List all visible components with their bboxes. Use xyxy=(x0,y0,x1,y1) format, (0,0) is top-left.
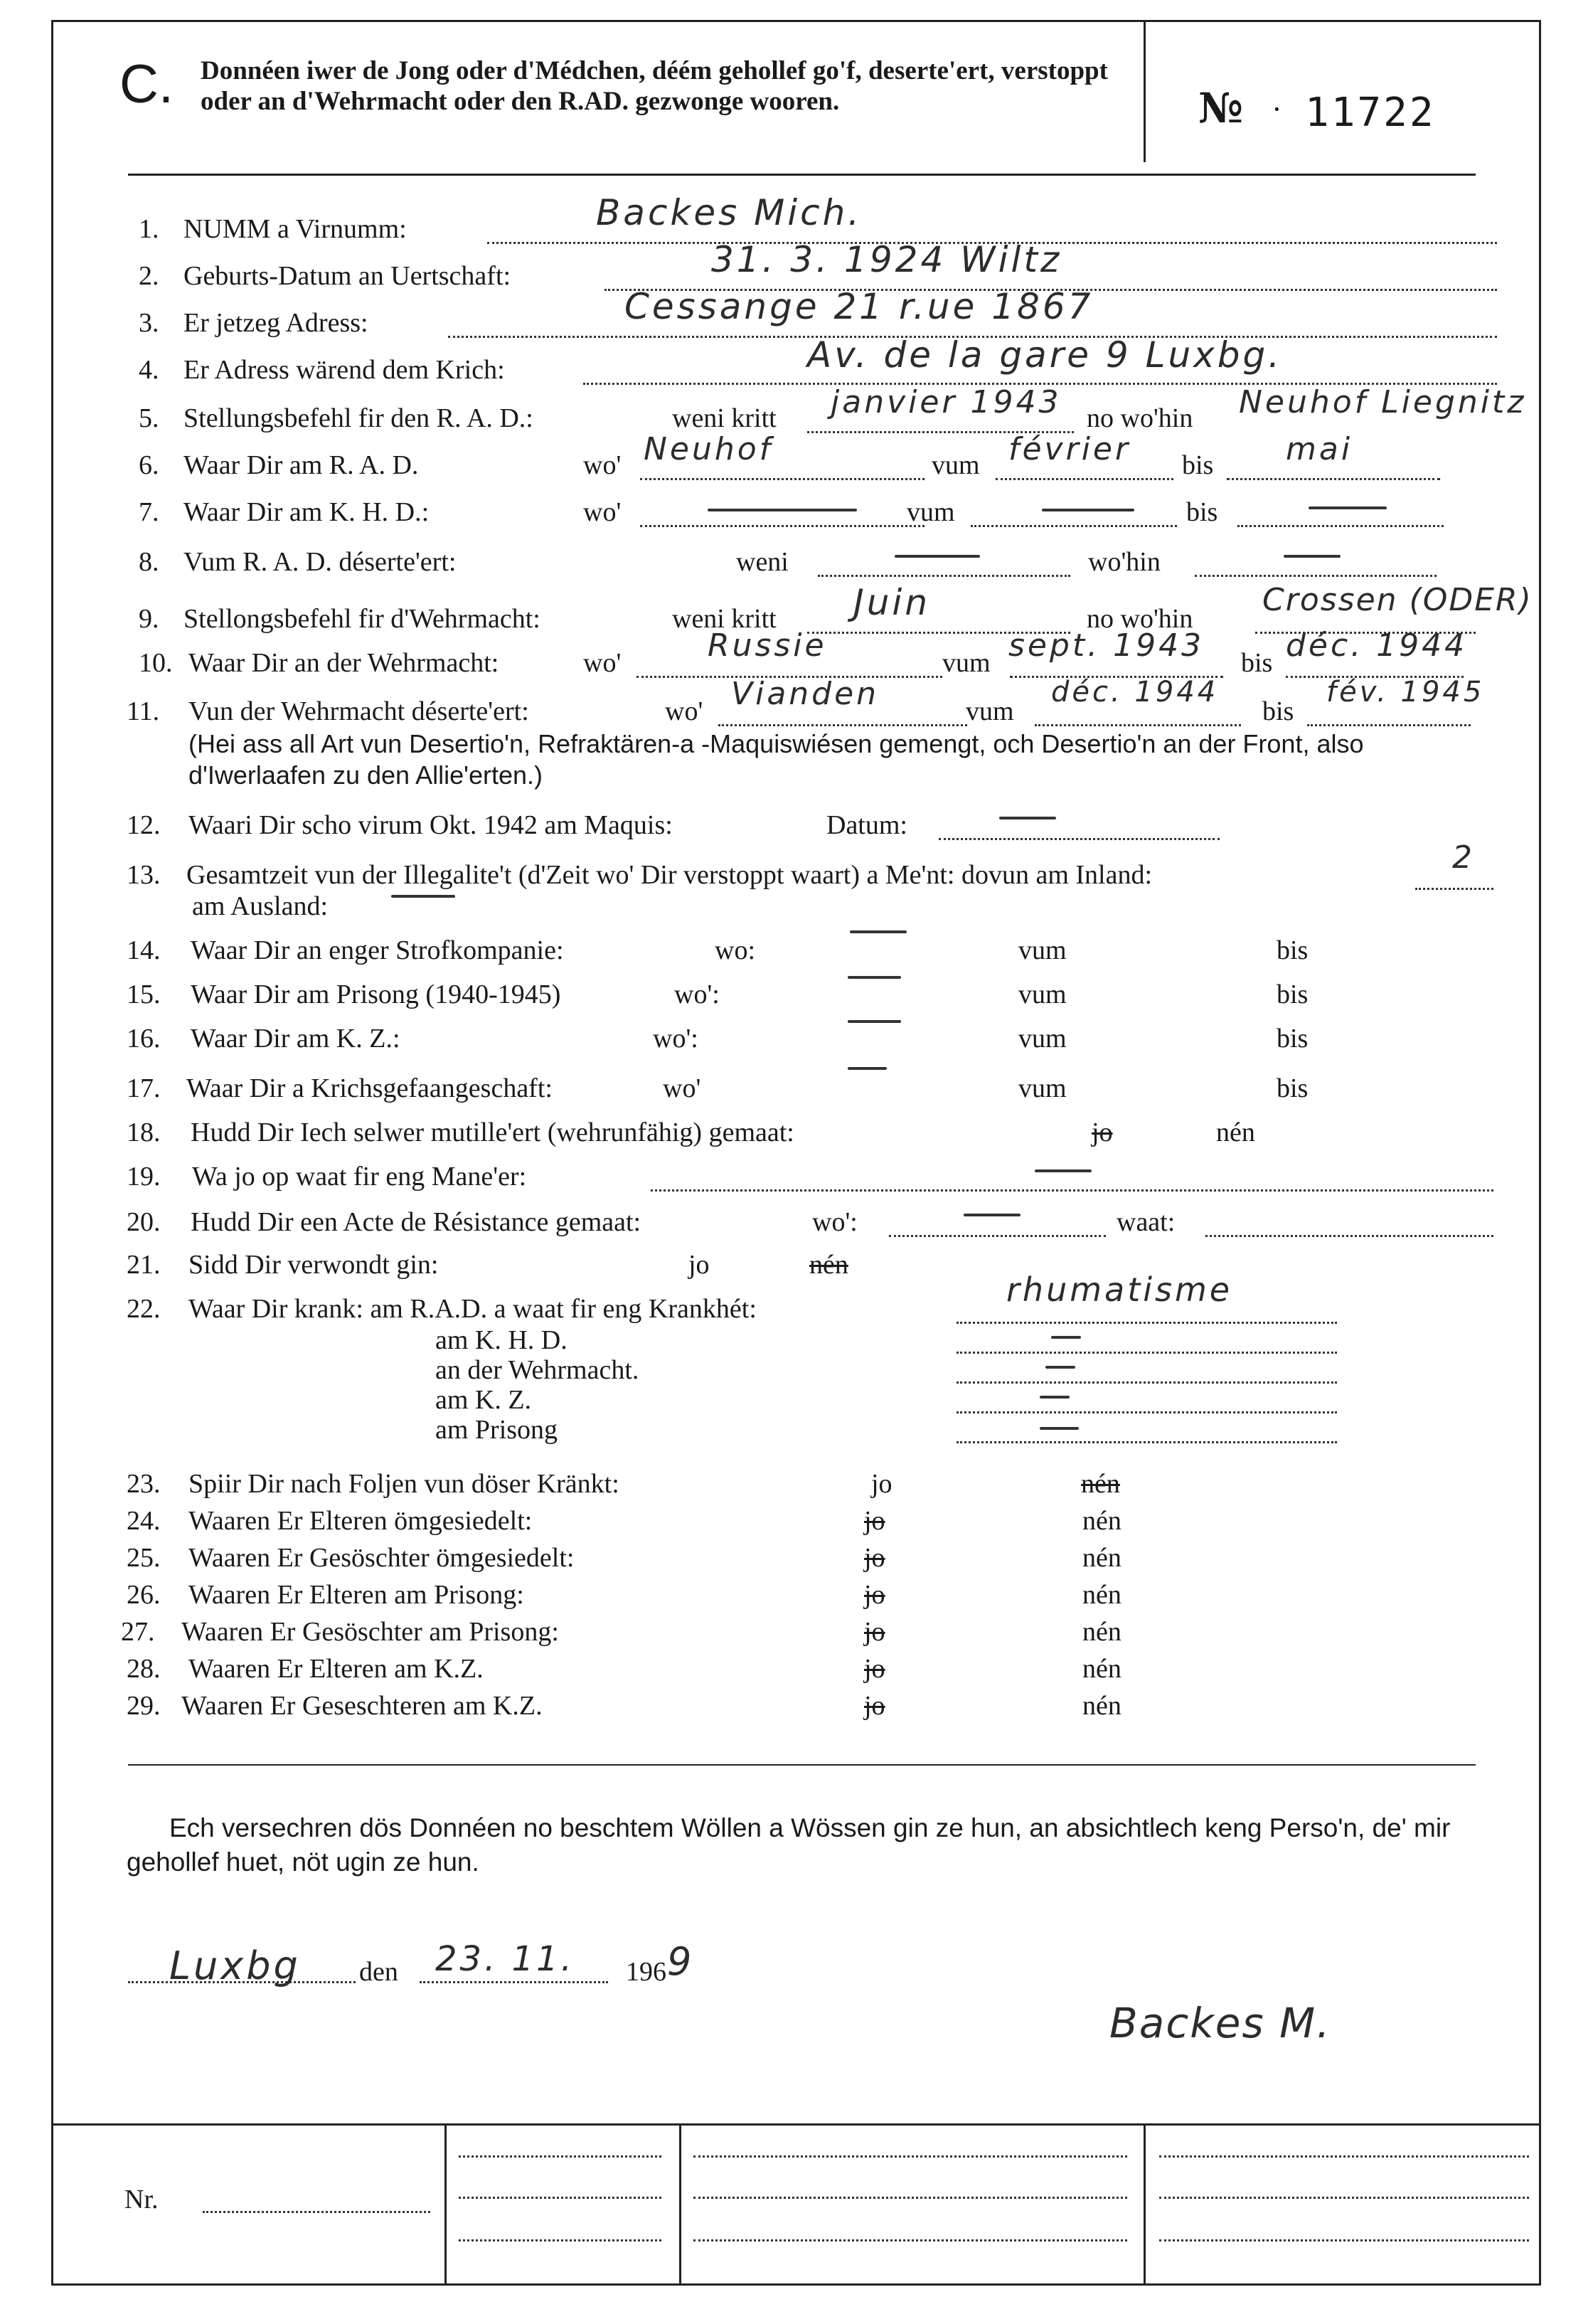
item-number: 13. xyxy=(127,860,161,890)
label-waat: waat: xyxy=(1117,1207,1176,1237)
label-weni-kritt: weni kritt xyxy=(672,604,777,634)
field-value-birth: 31. 3. 1924 Wiltz xyxy=(711,239,1062,280)
option-yes: jo xyxy=(871,1469,893,1499)
label-datum: Datum: xyxy=(826,810,907,840)
signature-date: 23. 11. xyxy=(435,1939,575,1979)
item-number: 17. xyxy=(127,1073,161,1103)
sub-label-kz: am K. Z. xyxy=(435,1385,532,1415)
sub-label-khd: am K. H. D. xyxy=(435,1325,568,1355)
empty-dash xyxy=(708,509,857,511)
item-number: 14. xyxy=(127,935,161,965)
field-value-wehrmacht-from: sept. 1943 xyxy=(1008,627,1205,664)
field-line xyxy=(996,478,1173,480)
field-line xyxy=(1227,478,1440,480)
footer-col-1 xyxy=(444,2123,447,2286)
empty-dash xyxy=(964,1214,1021,1216)
label-bis: bis xyxy=(1186,497,1218,527)
field-value-desert-where: Vianden xyxy=(731,676,880,712)
item-number: 29. xyxy=(127,1691,161,1721)
label-wo: wo' xyxy=(583,450,622,480)
option-no: nén xyxy=(1082,1543,1122,1573)
label-bis: bis xyxy=(1277,980,1309,1009)
field-value-inland-months: 2 xyxy=(1452,839,1475,876)
field-label-wounded: Sidd Dir verwondt gin: xyxy=(188,1250,439,1280)
field-line xyxy=(1195,575,1437,577)
field-label-illegality: Gesamtzeit vun der Illegalite't (d'Zeit wo' Dir verstoppt waart) a Me'nt: dovun am Inland: xyxy=(186,860,1153,890)
sub-label-prison: am Prisong xyxy=(435,1415,558,1445)
field-value-wehrmacht-to: déc. 1944 xyxy=(1286,627,1468,664)
footer-col-3 xyxy=(1144,2123,1146,2286)
footer-line xyxy=(459,2155,661,2158)
item-number: 2. xyxy=(139,261,159,291)
option-no: nén xyxy=(1082,1691,1122,1721)
label-vum: vum xyxy=(966,696,1014,726)
field-label-rad: Waar Dir am R. A. D. xyxy=(183,450,419,480)
section-letter: C. xyxy=(119,54,174,115)
item-number: 1. xyxy=(139,214,159,244)
signature: Backes M. xyxy=(1109,1999,1331,2047)
item-number: 9. xyxy=(139,604,159,634)
item-number: 20. xyxy=(127,1207,161,1237)
label-vum: vum xyxy=(942,648,991,678)
header-divider xyxy=(1144,20,1146,162)
item-number: 27. xyxy=(121,1617,155,1647)
empty-dash xyxy=(848,1067,887,1070)
field-line xyxy=(957,1381,1337,1384)
field-line xyxy=(640,478,925,480)
field-label-wehrmacht: Waar Dir an der Wehrmacht: xyxy=(188,648,499,678)
field-line xyxy=(651,1189,1493,1192)
item-number: 15. xyxy=(127,980,161,1009)
field-label-abroad: am Ausland: xyxy=(192,891,329,921)
field-line xyxy=(1205,1235,1493,1237)
item-number: 10. xyxy=(139,648,173,678)
date-line xyxy=(420,1981,608,1983)
field-label-mutilated: Hudd Dir Iech selwer mutille'ert (wehrunfähig) gemaat: xyxy=(191,1118,794,1147)
label-wo: wo': xyxy=(674,980,720,1009)
field-value-war-address: Av. de la gare 9 Luxbg. xyxy=(807,334,1283,376)
field-label-war-address: Er Adress wärend dem Krich: xyxy=(183,355,505,385)
field-label-parents-prison: Waaren Er Elteren am Prisong: xyxy=(188,1580,524,1610)
label-wo: wo': xyxy=(653,1024,698,1054)
field-value-rad-order-dest: Neuhof Liegnitz xyxy=(1239,384,1527,420)
empty-dash xyxy=(1309,506,1387,509)
label-wo: wo' xyxy=(665,696,703,726)
empty-dash xyxy=(895,555,980,558)
field-label-manner: Wa jo op waat fir eng Mane'er: xyxy=(192,1162,527,1192)
label-bis: bis xyxy=(1182,450,1214,480)
label-vum: vum xyxy=(932,450,980,480)
footer-nr-line xyxy=(203,2211,430,2213)
label-wo: wo' xyxy=(663,1073,701,1103)
label-bis: bis xyxy=(1262,696,1294,726)
field-label-siblings-kz: Waaren Er Geseschteren am K.Z. xyxy=(181,1691,543,1721)
field-line xyxy=(957,1322,1337,1324)
label-wo: wo': xyxy=(812,1207,858,1237)
field-value-rad-where: Neuhof xyxy=(644,431,774,467)
field-label-address: Er jetzeg Adress: xyxy=(183,308,368,338)
option-no: nén xyxy=(1082,1654,1122,1684)
field-line xyxy=(939,838,1220,840)
option-yes: jo xyxy=(688,1250,710,1280)
label-vum: vum xyxy=(1018,1024,1067,1054)
label-wo: wo: xyxy=(715,935,755,965)
footer-line xyxy=(1159,2239,1529,2241)
field-line xyxy=(718,724,967,726)
field-label-penal: Waar Dir an enger Strofkompanie: xyxy=(191,935,564,965)
field-label-siblings-resettled: Waaren Er Gesöschter ömgesiedelt: xyxy=(188,1543,575,1573)
option-yes: jo xyxy=(864,1654,885,1684)
field-label-kz: Waar Dir am K. Z.: xyxy=(191,1024,400,1054)
field-value-rad-from: février xyxy=(1008,431,1131,467)
field-line xyxy=(957,1352,1337,1354)
empty-dash xyxy=(1040,1396,1070,1399)
field-label-wehrmacht-order: Stellongsbefehl fir d'Wehrmacht: xyxy=(183,604,540,634)
footer-col-2 xyxy=(679,2123,681,2286)
label-wo: wo' xyxy=(583,648,622,678)
empty-dash xyxy=(1284,555,1341,558)
option-no: nén xyxy=(809,1250,848,1280)
declaration-text: Ech versechren dös Donnéen no beschtem Wöllen a Wössen gin ze hun, an absichtlech keng Perso'n, de' mir gehollef huet, nöt ugin ze hun. xyxy=(127,1813,1451,1877)
item-number: 3. xyxy=(139,308,159,338)
form-number: 11722 xyxy=(1305,90,1436,136)
item-number: 24. xyxy=(127,1506,161,1536)
sub-label-wehrmacht: an der Wehrmacht. xyxy=(435,1355,639,1385)
empty-dash xyxy=(1042,509,1134,511)
label-bis: bis xyxy=(1241,648,1273,678)
item-number: 4. xyxy=(139,355,159,385)
option-no: nén xyxy=(1082,1506,1122,1536)
item-number: 26. xyxy=(127,1580,161,1610)
option-yes: jo xyxy=(1092,1118,1113,1147)
label-den: den xyxy=(359,1957,398,1987)
field-label-resistance: Hudd Dir een Acte de Résistance gemaat: xyxy=(191,1207,641,1237)
header-rule xyxy=(128,174,1476,176)
empty-dash xyxy=(848,1020,901,1023)
item-number: 25. xyxy=(127,1543,161,1573)
field-line xyxy=(957,1411,1337,1413)
field-value-illness: rhumatisme xyxy=(1006,1270,1233,1309)
item-number: 22. xyxy=(127,1294,161,1324)
item-number: 18. xyxy=(127,1118,161,1147)
field-label-name: NUMM a Virnumm: xyxy=(183,214,407,244)
label-bis: bis xyxy=(1277,1073,1309,1103)
item-number: 6. xyxy=(139,450,159,480)
field-value-name: Backes Mich. xyxy=(596,192,863,233)
label-weni-kritt: weni kritt xyxy=(672,403,777,433)
field-value-desert-to: fév. 1945 xyxy=(1326,676,1485,709)
option-no: nén xyxy=(1216,1118,1255,1147)
field-label-rad-desert: Vum R. A. D. déserte'ert: xyxy=(183,547,457,577)
label-vum: vum xyxy=(1018,1073,1067,1103)
empty-dash xyxy=(1035,1169,1092,1172)
footer-line xyxy=(693,2239,1127,2241)
item-number: 19. xyxy=(127,1162,161,1192)
field-line xyxy=(957,1441,1337,1443)
option-yes: jo xyxy=(864,1691,885,1721)
field-line xyxy=(1035,724,1241,726)
label-bis: bis xyxy=(1277,1024,1309,1054)
item-number: 8. xyxy=(139,547,159,577)
field-line xyxy=(1237,525,1444,527)
item-number: 16. xyxy=(127,1024,161,1054)
option-no: nén xyxy=(1082,1580,1122,1610)
label-vum: vum xyxy=(1018,935,1067,965)
number-symbol: № xyxy=(1198,84,1244,132)
option-yes: jo xyxy=(864,1617,885,1647)
label-vum: vum xyxy=(1018,980,1067,1009)
label-bis: bis xyxy=(1277,935,1309,965)
field-line xyxy=(640,525,925,527)
year-handwritten: 9 xyxy=(667,1939,695,1984)
empty-dash xyxy=(1040,1427,1079,1430)
option-yes: jo xyxy=(864,1506,885,1536)
footer-line xyxy=(1159,2155,1529,2158)
footer-top-rule xyxy=(51,2123,1541,2126)
label-wohin: wo'hin xyxy=(1088,547,1161,577)
field-label-aftereffects: Spiir Dir nach Foljen vun döser Kränkt: xyxy=(188,1469,619,1499)
field-label-birth: Geburts-Datum an Uertschaft: xyxy=(183,261,511,291)
item-number: 23. xyxy=(127,1469,161,1499)
footer-line xyxy=(459,2197,661,2199)
label-no-wohin: no wo'hin xyxy=(1087,403,1193,433)
item-number: 7. xyxy=(139,497,159,527)
empty-dash xyxy=(1045,1366,1075,1369)
empty-dash xyxy=(848,976,901,979)
label-wo: wo' xyxy=(583,497,622,527)
option-no: nén xyxy=(1081,1469,1120,1499)
footer-line xyxy=(1159,2197,1529,2199)
footer-line xyxy=(693,2155,1127,2158)
field-label-sick: Waar Dir krank: am R.A.D. a waat fir eng Krankhét: xyxy=(188,1294,757,1324)
field-label-khd: Waar Dir am K. H. D.: xyxy=(183,497,430,527)
field-label-desert: Vun der Wehrmacht déserte'ert: xyxy=(188,696,529,726)
footer-line xyxy=(693,2197,1127,2199)
item-number: 11. xyxy=(127,696,160,726)
field-label-prison: Waar Dir am Prisong (1940-1945) xyxy=(191,980,561,1009)
field-line xyxy=(1415,888,1493,890)
desertion-note: (Hei ass all Art vun Desertio'n, Refraktären-a -Maquiswiésen gemengt, och Desertio'n an der Front, also d'Iwerlaafen zu den Allie'erten.) xyxy=(188,729,1364,790)
item-number: 5. xyxy=(139,403,159,433)
list-end-rule xyxy=(128,1764,1476,1766)
label-year: 196 xyxy=(626,1957,666,1987)
field-label-rad-order: Stellungsbefehl fir den R. A. D.: xyxy=(183,403,533,433)
field-line xyxy=(971,525,1177,527)
option-no: nén xyxy=(1082,1617,1122,1647)
field-value-wehrmacht-where: Russie xyxy=(708,627,827,664)
field-label-siblings-prison: Waaren Er Gesöschter am Prisong: xyxy=(181,1617,559,1647)
label-vum: vum xyxy=(907,497,955,527)
item-number: 12. xyxy=(127,810,161,840)
field-value-wehrmacht-order-date: Juin xyxy=(853,582,931,623)
number-dot: · xyxy=(1272,92,1282,127)
field-line xyxy=(818,575,1070,577)
field-value-wehrmacht-order-dest: Crossen (ODER) xyxy=(1262,582,1533,618)
field-value-rad-to: mai xyxy=(1286,431,1353,467)
item-number: 28. xyxy=(127,1654,161,1684)
empty-dash xyxy=(850,930,907,933)
footer-line xyxy=(459,2239,661,2241)
empty-dash xyxy=(1051,1336,1081,1339)
field-value-address: Cessange 21 r.ue 1867 xyxy=(624,286,1094,327)
option-yes: jo xyxy=(864,1580,885,1610)
form-title: Donnéen iwer de Jong oder d'Médchen, déém gehollef go'f, deserte'ert, verstoppt oder an d'Wehrmacht oder den R.AD. gezwonge wooren. xyxy=(201,56,1108,116)
signature-place: Luxbg xyxy=(169,1943,301,1988)
field-label-pow: Waar Dir a Krichsgefaangeschaft: xyxy=(186,1073,553,1103)
field-label-parents-kz: Waaren Er Elteren am K.Z. xyxy=(188,1654,484,1684)
footer-nr-label: Nr. xyxy=(124,2185,159,2214)
option-yes: jo xyxy=(864,1543,885,1573)
empty-dash xyxy=(391,895,455,898)
label-no-wohin: no wo'hin xyxy=(1087,604,1193,634)
item-number: 21. xyxy=(127,1250,161,1280)
field-value-desert-from: déc. 1944 xyxy=(1051,676,1219,709)
field-line xyxy=(1307,724,1471,726)
field-label-parents-resettled: Waaren Er Elteren ömgesiedelt: xyxy=(188,1506,533,1536)
empty-dash xyxy=(999,817,1056,819)
field-value-rad-order-date: janvier 1943 xyxy=(831,384,1062,420)
field-label-maquis: Waari Dir scho virum Okt. 1942 am Maquis: xyxy=(188,810,673,840)
field-line xyxy=(889,1235,1106,1237)
label-weni: weni xyxy=(736,547,789,577)
